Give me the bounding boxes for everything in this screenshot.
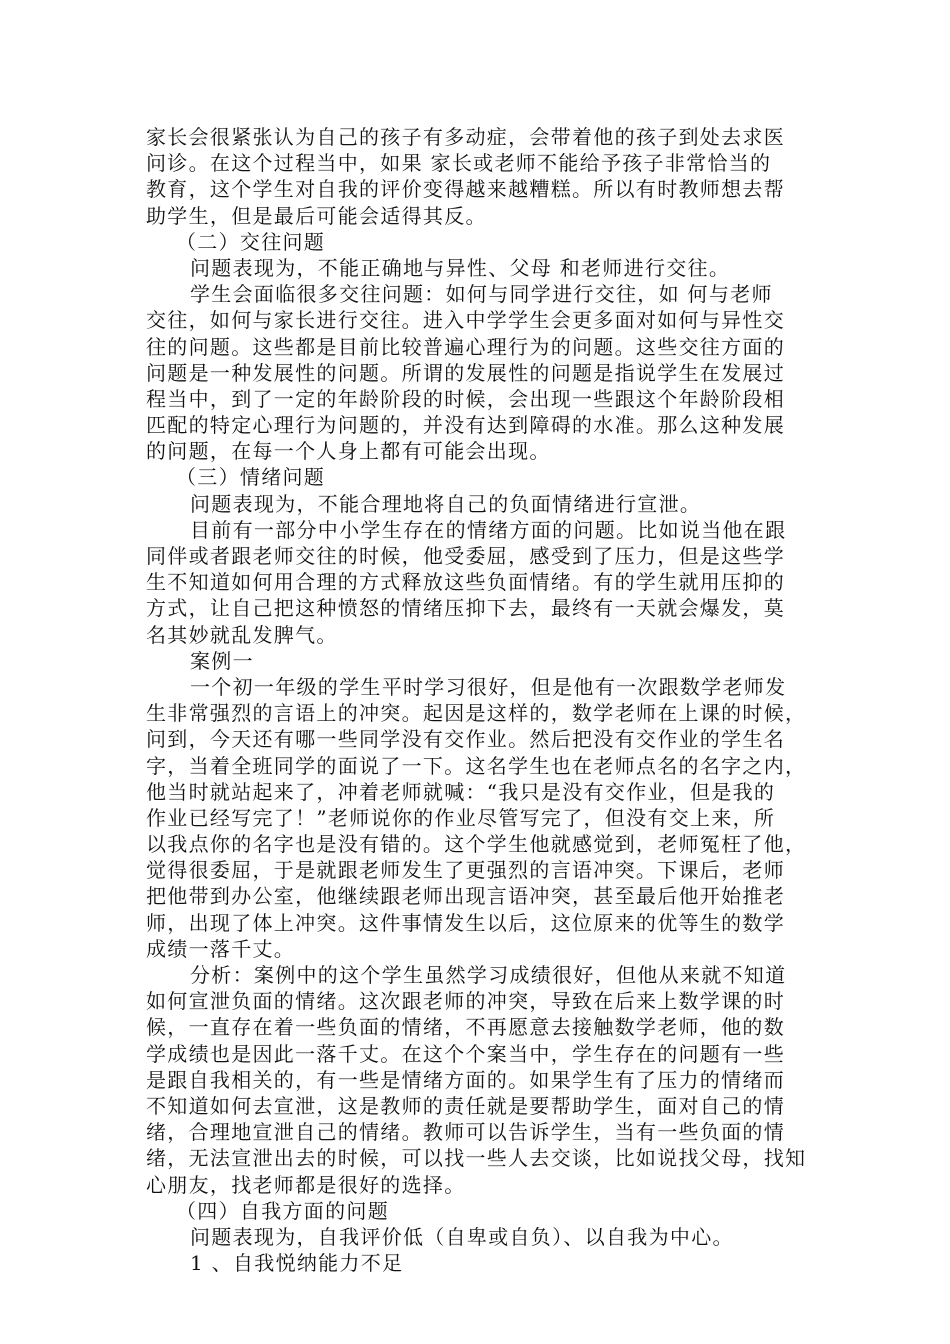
- text-line: 心朋友，找老师都是很好的选择。: [146, 1172, 466, 1197]
- text-line: 问题表现为，不能合理地将自己的负面情绪进行宣泄。: [190, 491, 702, 516]
- section-heading: （四）自我方面的问题: [176, 1198, 389, 1223]
- text-line: 分析：案例中的这个学生虽然学习成绩很好，但他从来就不知道: [190, 963, 787, 987]
- text-line: 生非常强烈的言语上的冲突。起因是这样的，数学老师在上课的时候，: [146, 701, 807, 726]
- section-heading: （二）交往问题: [176, 229, 326, 254]
- text-line: 候，一直存在着一些负面的情绪，不再愿意去接触数学老师，他的数: [146, 1015, 785, 1040]
- text-line: 觉得很委屈，于是就跟老师发生了更强烈的言语冲突。下课后，老师: [146, 858, 785, 883]
- text-line: 问诊。在这个过程当中，如果 家长或老师不能给予孩子非常恰当的: [146, 151, 772, 176]
- document-body: [146, 124, 806, 1276]
- text-line: 问题表现为，自我评价低（自卑或自负）、以自我为中心。: [190, 1224, 734, 1249]
- text-line: 的问题，在每一个人身上都有可能会出现。: [146, 439, 551, 464]
- text-line: 问题是一种发展性的问题。所谓的发展性的问题是指说学生在发展过: [146, 360, 785, 385]
- text-line: 方式，让自己把这种愤怒的情绪压抑下去，最终有一天就会爆发，莫: [146, 596, 785, 621]
- text-line: 教育，这个学生对自我的评价变得越来越糟糕。所以有时教师想去帮: [146, 177, 785, 202]
- text-line: 学成绩也是因此一落千丈。在这个个案当中，学生存在的问题有一些: [146, 1041, 785, 1066]
- text-line: 把他带到办公室，他继续跟老师出现言语冲突，甚至最后他开始推老: [146, 884, 785, 909]
- text-line: 匹配的特定心理行为问题的，并没有达到障碍的水准。那么这种发展: [146, 413, 785, 438]
- text-line: 问到，今天还有哪一些同学没有交作业。然后把没有交作业的学生名: [146, 727, 785, 752]
- text-line: 成绩一落千丈。: [146, 936, 296, 961]
- text-line: 作业已经写完了！”老师说你的作业尽管写完了，但没有交上来，所: [146, 805, 776, 830]
- text-line: 交往，如何与家长进行交往。进入中学学生会更多面对如何与异性交: [146, 308, 785, 333]
- text-line: 一个初一年级的学生平时学习很好，但是他有一次跟数学老师发: [190, 674, 787, 699]
- text-line: 不知道如何去宣泄，这是教师的责任就是要帮助学生，面对自己的情: [146, 1093, 785, 1118]
- text-line: 目前有一部分中小学生存在的情绪方面的问题。比如说当他在跟: [190, 517, 787, 542]
- text-line: 助学生，但是最后可能会适得其反。: [146, 203, 487, 228]
- text-line: 程当中，到了一定的年龄阶段的时候，会出现一些跟这个年龄阶段相: [146, 386, 785, 411]
- text-line: 案例一: [190, 648, 254, 673]
- text-line: 同伴或者跟老师交往的时候，他受委屈，感受到了压力，但是这些学: [146, 544, 785, 568]
- text-line: 家长会很紧张认为自己的孩子有多动症，会带着他的孩子到处去求医: [146, 125, 785, 149]
- text-line: 如何宣泄负面的情绪。这次跟老师的冲突，导致在后来上数学课的时: [146, 989, 785, 1014]
- text-line: 学生会面临很多交往问题：如何与同学进行交往，如 何与老师: [190, 282, 773, 307]
- text-line: 往的问题。这些都是目前比较普遍心理行为的问题。这些交往方面的: [146, 334, 785, 359]
- text-line: 名其妙就乱发脾气。: [146, 622, 338, 647]
- text-line: 字，当着全班同学的面说了一下。这名学生也在老师点名的名字之内，: [146, 753, 807, 778]
- text-line: 生不知道如何用合理的方式释放这些负面情绪。有的学生就用压抑的: [146, 570, 785, 595]
- text-line: 是跟自我相关的，有一些是情绪方面的。如果学生有了压力的情绪而: [146, 1067, 785, 1092]
- text-line: 绪，无法宣泄出去的时候，可以找一些人去交谈，比如说找父母，找知: [146, 1146, 807, 1171]
- text-line: 师，出现了体上冲突。这件事情发生以后，这位原来的优等生的数学: [146, 910, 785, 935]
- section-heading: （三）情绪问题: [176, 465, 326, 490]
- text-line: 以我点你的名字也是没有错的。这个学生他就感觉到，老师冤枉了他，: [146, 832, 807, 857]
- text-line: 1 、自我悦纳能力不足: [190, 1251, 404, 1276]
- text-line: 他当时就站起来了，冲着老师就喊：“我只是没有交作业，但是我的: [146, 779, 776, 804]
- text-line: 问题表现为，不能正确地与异性、父母 和老师进行交往。: [190, 255, 731, 280]
- text-line: 绪，合理地宣泄自己的情绪。教师可以告诉学生，当有一些负面的情: [146, 1120, 785, 1145]
